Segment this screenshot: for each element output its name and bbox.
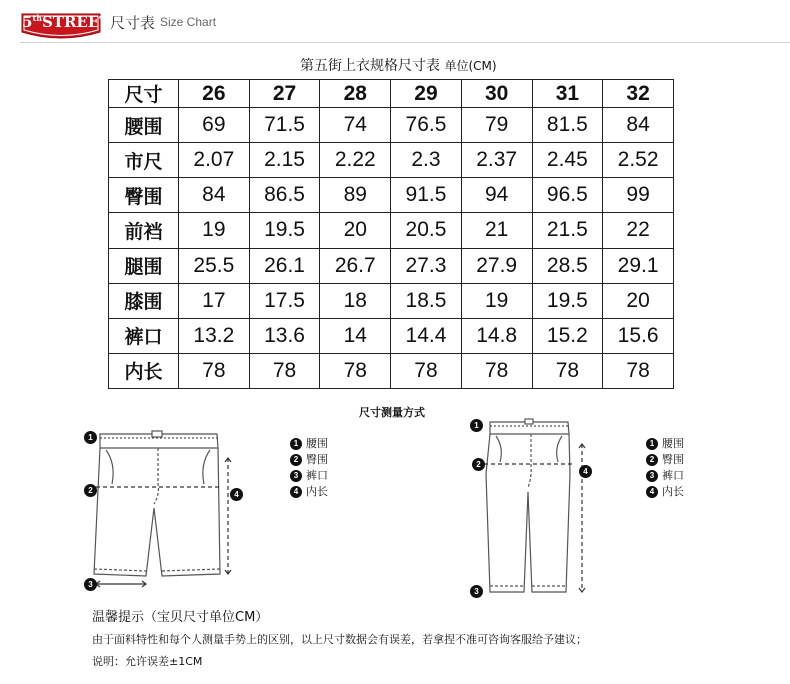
table-cell: 2.3	[391, 143, 462, 178]
marker-leg-opening: 3	[84, 578, 97, 591]
table-cell: 27.3	[391, 248, 462, 283]
table-row	[109, 283, 674, 318]
table-row	[109, 353, 674, 388]
table-cell: 84	[179, 178, 250, 213]
tips-block	[92, 606, 587, 669]
size-header: 32	[603, 80, 674, 108]
size-header: 27	[249, 80, 320, 108]
legend-item: 1 腰围	[290, 436, 328, 452]
row-label: 腿围	[109, 248, 179, 283]
size-header: 29	[391, 80, 462, 108]
table-cell: 29.1	[603, 248, 674, 283]
row-label: 裤口	[109, 318, 179, 353]
table-cell: 78	[249, 353, 320, 388]
table-cell: 22	[603, 213, 674, 248]
table-cell: 17.5	[249, 283, 320, 318]
marker-hip: 2	[472, 458, 485, 471]
table-row	[109, 318, 674, 353]
table-cell: 2.52	[603, 143, 674, 178]
marker-inseam: 4	[579, 465, 592, 478]
table-cell: 2.22	[320, 143, 391, 178]
table-cell: 74	[320, 108, 391, 143]
table-header-row	[109, 80, 674, 108]
table-cell: 89	[320, 178, 391, 213]
table-cell: 15.6	[603, 318, 674, 353]
table-cell: 99	[603, 178, 674, 213]
page-subtitle: Size Chart	[160, 15, 217, 29]
table-cell: 84	[603, 108, 674, 143]
table-row	[109, 108, 674, 143]
table-cell: 86.5	[249, 178, 320, 213]
table-cell: 28.5	[532, 248, 603, 283]
row-label: 市尺	[109, 143, 179, 178]
logo-text: 5thSTREET	[22, 13, 111, 31]
size-header: 28	[320, 80, 391, 108]
size-header: 30	[461, 80, 532, 108]
header	[0, 0, 790, 46]
legend-item: 4 内长	[646, 484, 684, 500]
marker-waist: 1	[84, 431, 97, 444]
tips-note: 由于面料特性和每个人测量手势上的区别，以上尺寸数据会有误差，若拿捏不准可咨询客服给予建议；	[92, 633, 587, 646]
table-cell: 69	[179, 108, 250, 143]
table-cell: 78	[532, 353, 603, 388]
table-cell: 78	[391, 353, 462, 388]
size-header: 26	[179, 80, 250, 108]
legend-item: 2 臀围	[290, 452, 328, 468]
row-label: 膝围	[109, 283, 179, 318]
legend-item: 4 内长	[290, 484, 328, 500]
table-cell: 2.45	[532, 143, 603, 178]
tips-title: 温馨提示（宝贝尺寸单位CM）	[92, 610, 269, 625]
table-cell: 18.5	[391, 283, 462, 318]
table-cell: 94	[461, 178, 532, 213]
table-row	[109, 143, 674, 178]
table-cell: 78	[603, 353, 674, 388]
marker-waist: 1	[470, 419, 483, 432]
row-label: 臀围	[109, 178, 179, 213]
table-cell: 2.15	[249, 143, 320, 178]
table-row	[109, 178, 674, 213]
table-cell: 19	[461, 283, 532, 318]
legend-item: 3 裤口	[290, 468, 328, 484]
table-cell: 26.7	[320, 248, 391, 283]
table-cell: 19.5	[249, 213, 320, 248]
marker-leg-opening: 3	[470, 585, 483, 598]
table-cell: 14	[320, 318, 391, 353]
marker-inseam: 4	[230, 488, 243, 501]
row-label: 腰围	[109, 108, 179, 143]
table-title: 第五街上衣规格尺寸表 单位(CM)	[300, 58, 497, 74]
table-cell: 19.5	[532, 283, 603, 318]
table-cell: 21	[461, 213, 532, 248]
size-table	[108, 79, 674, 389]
marker-hip: 2	[84, 484, 97, 497]
header-divider	[20, 42, 790, 43]
table-cell: 27.9	[461, 248, 532, 283]
table-cell: 91.5	[391, 178, 462, 213]
table-cell: 78	[179, 353, 250, 388]
row-label: 前裆	[109, 213, 179, 248]
table-row	[109, 213, 674, 248]
shorts-diagram-icon	[82, 424, 252, 596]
table-cell: 20.5	[391, 213, 462, 248]
legend-item: 1 腰围	[646, 436, 684, 452]
table-cell: 15.2	[532, 318, 603, 353]
table-cell: 20	[320, 213, 391, 248]
size-header: 31	[532, 80, 603, 108]
legend-left	[290, 436, 328, 500]
measure-title: 尺寸测量方式	[359, 406, 425, 419]
table-cell: 79	[461, 108, 532, 143]
table-cell: 13.6	[249, 318, 320, 353]
table-cell: 78	[320, 353, 391, 388]
table-cell: 76.5	[391, 108, 462, 143]
row-label: 内长	[109, 353, 179, 388]
table-cell: 18	[320, 283, 391, 318]
table-cell: 96.5	[532, 178, 603, 213]
table-cell: 21.5	[532, 213, 603, 248]
table-cell: 19	[179, 213, 250, 248]
table-cell: 78	[461, 353, 532, 388]
legend-right	[646, 436, 684, 500]
table-cell: 2.37	[461, 143, 532, 178]
table-cell: 14.4	[391, 318, 462, 353]
table-cell: 13.2	[179, 318, 250, 353]
table-cell: 2.07	[179, 143, 250, 178]
table-cell: 25.5	[179, 248, 250, 283]
legend-item: 2 臀围	[646, 452, 684, 468]
table-cell: 17	[179, 283, 250, 318]
table-row	[109, 248, 674, 283]
table-corner-label: 尺寸	[109, 80, 179, 108]
trousers-diagram-icon	[470, 414, 600, 600]
table-unit: 单位(CM)	[444, 59, 497, 73]
table-cell: 26.1	[249, 248, 320, 283]
tolerance-note: 说明：允许误差±1CM	[92, 655, 203, 668]
page-title: 尺寸表	[110, 14, 156, 32]
table-cell: 71.5	[249, 108, 320, 143]
table-cell: 20	[603, 283, 674, 318]
table-cell: 81.5	[532, 108, 603, 143]
legend-item: 3 裤口	[646, 468, 684, 484]
table-cell: 14.8	[461, 318, 532, 353]
